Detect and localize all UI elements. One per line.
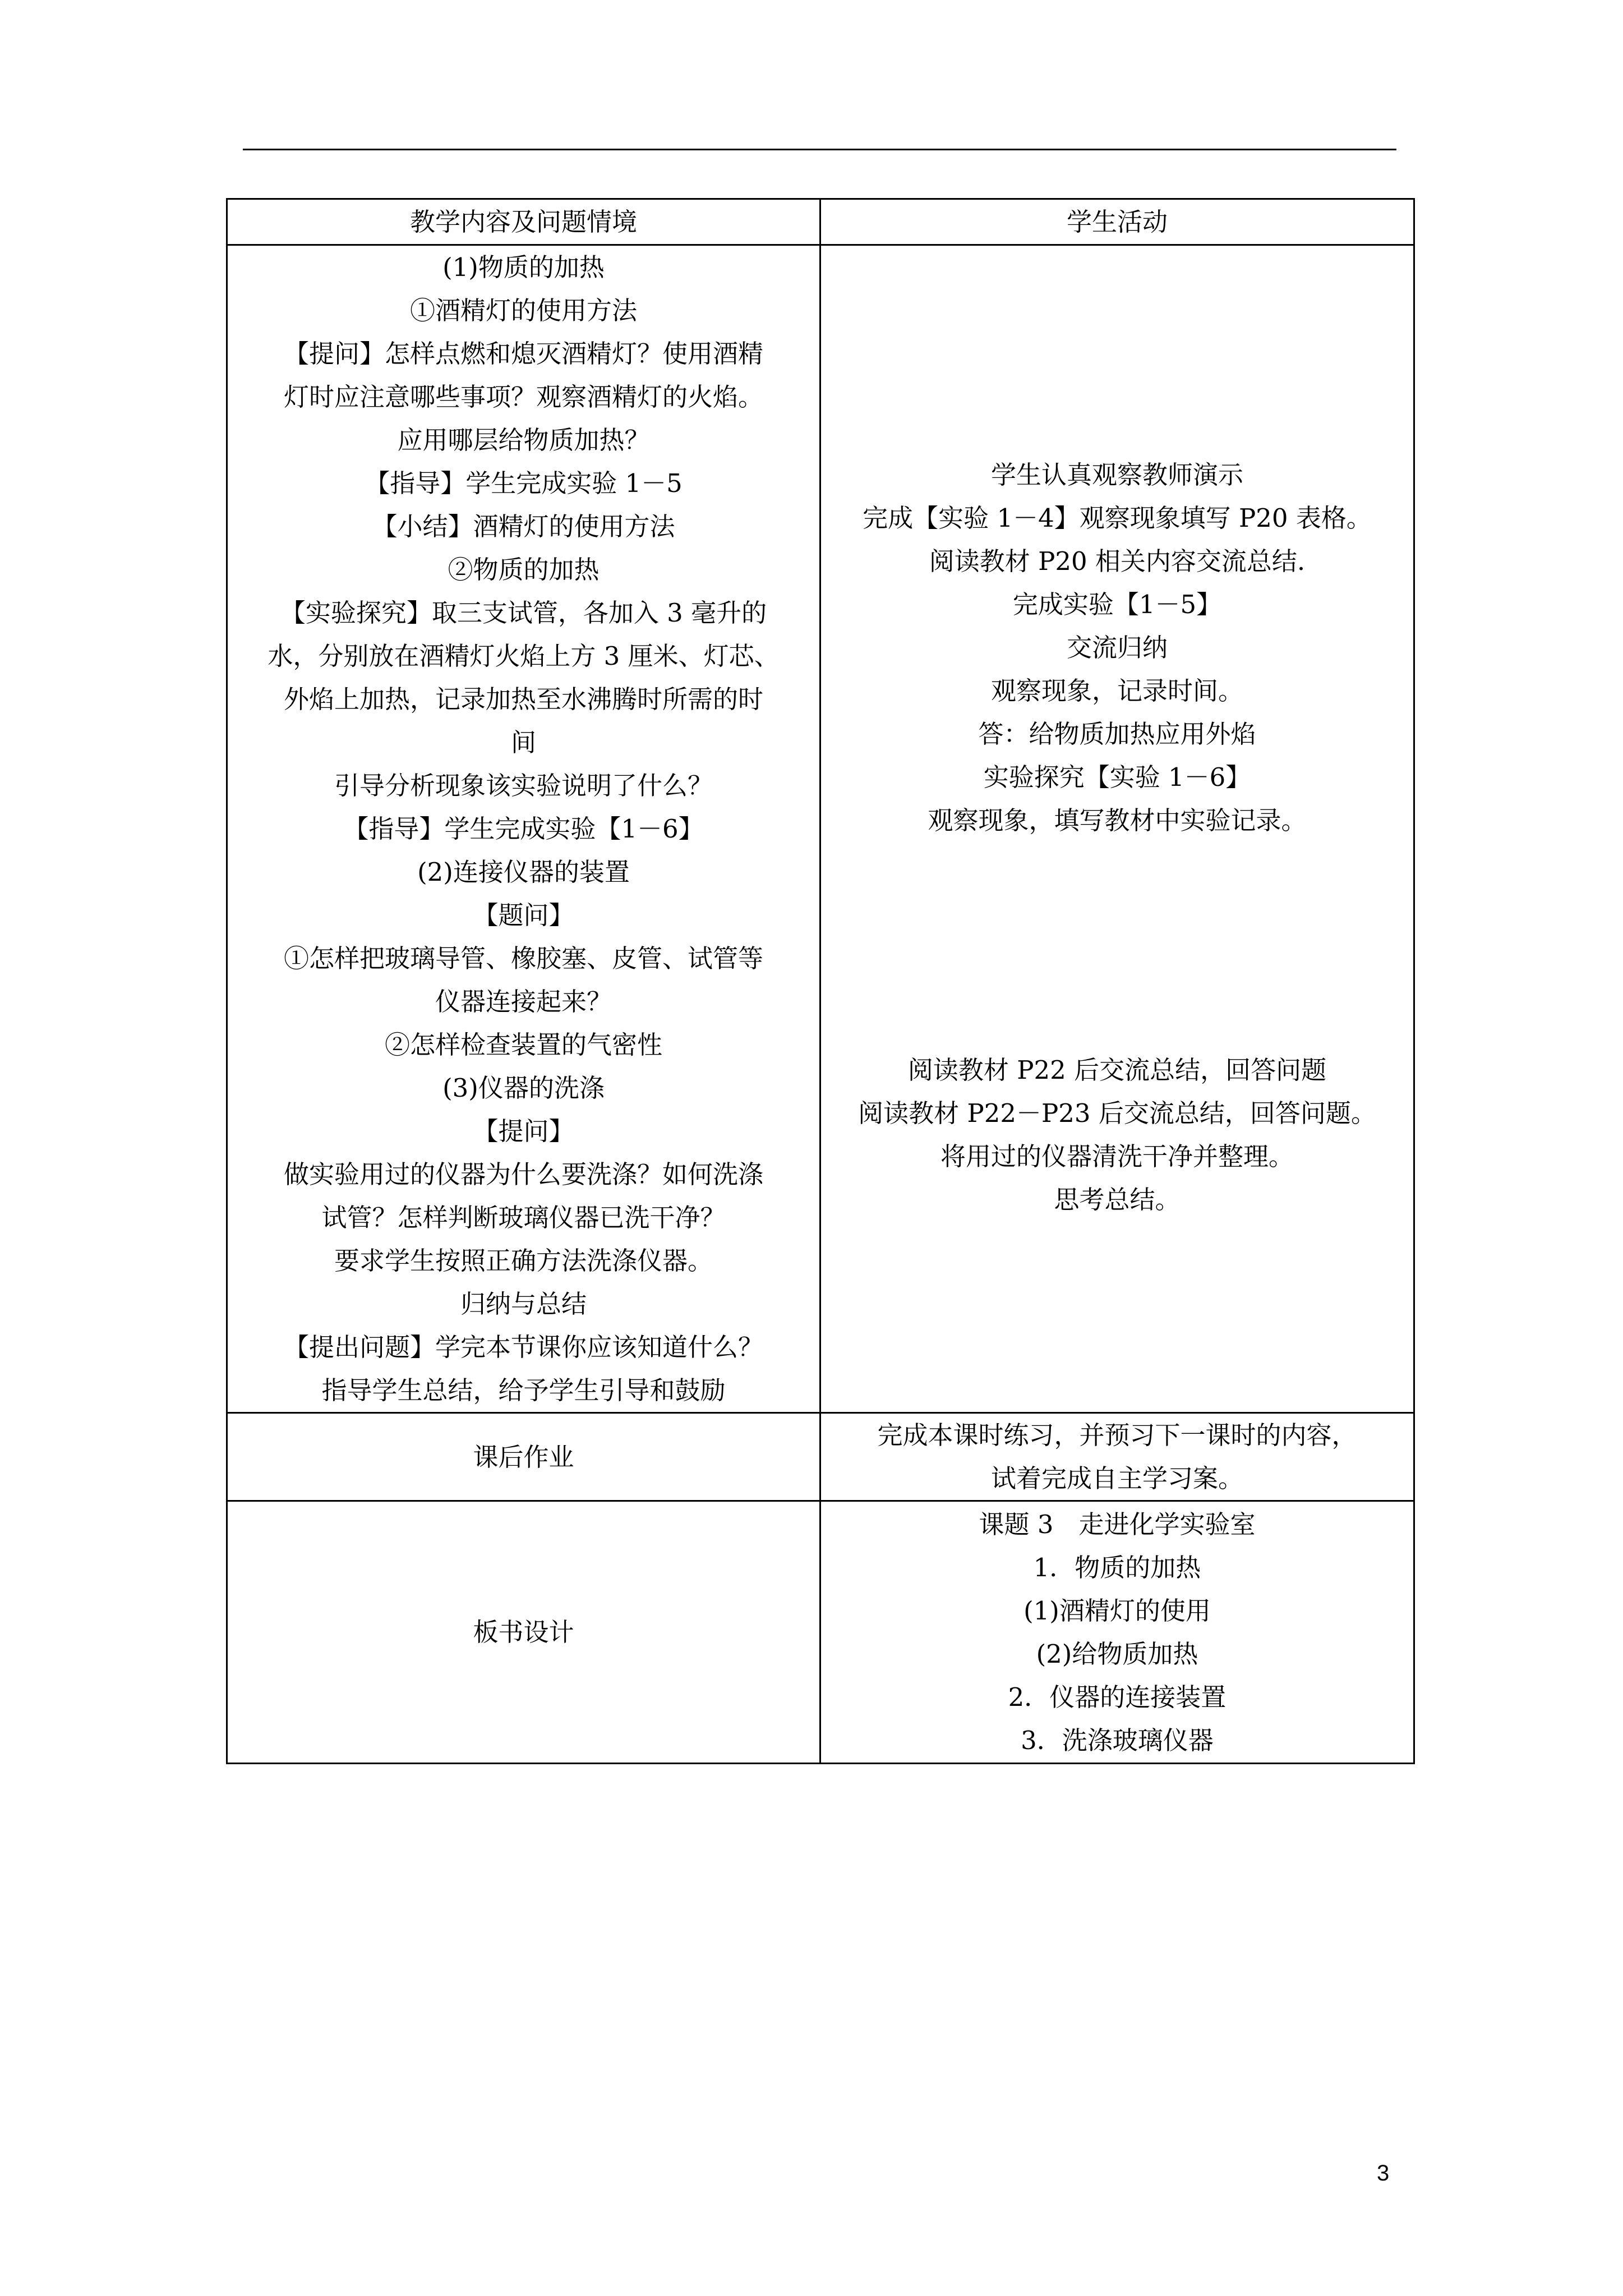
spacer (830, 842, 1404, 1048)
spacer (830, 246, 1404, 453)
teaching-line: 引导分析现象该实验说明了什么？ (334, 771, 713, 800)
homework-content (820, 1413, 1414, 1501)
board-line: 1．物质的加热 (1033, 1552, 1201, 1582)
teaching-line: 仪器连接起来？ (435, 987, 612, 1016)
table-body-row (227, 245, 1414, 1413)
homework-line: 完成本课时练习，并预习下一课时的内容， (877, 1420, 1357, 1450)
header-teaching-content: 教学内容及问题情境 (227, 199, 820, 245)
teaching-line: (2)连接仪器的装置 (417, 857, 630, 887)
teaching-line: 试管？怎样判断玻璃仪器已洗干净？ (321, 1203, 726, 1232)
homework-row (227, 1413, 1414, 1501)
lesson-plan-table (226, 198, 1415, 1764)
teaching-line: 做实验用过的仪器为什么要洗涤？如何洗涤 (283, 1159, 763, 1189)
activity-line: 交流归纳 (1066, 633, 1168, 662)
activity-line: 思考总结。 (1054, 1185, 1181, 1214)
teaching-line: 【小结】酒精灯的使用方法 (372, 512, 675, 541)
teaching-line: (3)仪器的洗涤 (442, 1073, 605, 1103)
teaching-line: 【指导】学生完成实验 1－5 (365, 468, 683, 498)
teaching-line: 【提问】 (473, 1116, 574, 1146)
activity-line: 学生认真观察教师演示 (990, 460, 1243, 490)
activity-line: 答：给物质加热应用外焰 (978, 719, 1256, 749)
activity-line: 完成实验【1－5】 (1012, 590, 1222, 619)
table-header-row (227, 199, 1414, 245)
student-activity-cell (820, 245, 1414, 1413)
teaching-line: 指导学生总结，给予学生引导和鼓励 (321, 1375, 726, 1405)
board-line: (2)给物质加热 (1036, 1639, 1198, 1669)
board-design-content (820, 1501, 1414, 1764)
activity-line: 阅读教材 P20 相关内容交流总结. (929, 546, 1306, 576)
teaching-line: 归纳与总结 (460, 1289, 587, 1319)
board-design-label: 板书设计 (227, 1501, 820, 1764)
teaching-line: ②物质的加热 (448, 555, 600, 585)
homework-label: 课后作业 (227, 1413, 820, 1501)
board-line: 2．仪器的连接装置 (1008, 1682, 1227, 1712)
teaching-line: 【题问】 (473, 900, 574, 930)
activity-line: 阅读教材 P22 后交流总结，回答问题 (907, 1055, 1327, 1085)
teaching-line: 要求学生按照正确方法洗涤仪器。 (334, 1246, 713, 1276)
activity-line: 阅读教材 P22－P23 后交流总结，回答问题。 (858, 1098, 1376, 1128)
activity-line: 完成【实验 1－4】观察现象填写 P20 表格。 (863, 503, 1372, 533)
activity-line: 观察现象，填写教材中实验记录。 (928, 806, 1307, 835)
header-rule (243, 149, 1396, 150)
teaching-line: 灯时应注意哪些事项？观察酒精灯的火焰。 (283, 382, 763, 412)
teaching-line: ①怎样把玻璃导管、橡胶塞、皮管、试管等 (283, 944, 763, 973)
activity-line: 将用过的仪器清洗干净并整理。 (940, 1142, 1294, 1171)
page-number: 3 (1377, 2161, 1390, 2185)
teaching-line: ①酒精灯的使用方法 (409, 296, 637, 325)
activity-group-washing (830, 1048, 1404, 1221)
teaching-line: 【提出问题】学完本节课你应该知道什么？ (283, 1332, 763, 1362)
board-line: 课题 3 走进化学实验室 (979, 1509, 1256, 1539)
teaching-line: ②怎样检查装置的气密性 (384, 1030, 662, 1060)
teaching-line: 应用哪层给物质加热？ (397, 425, 650, 455)
teaching-line: 水，分别放在酒精灯火焰上方 3 厘米、灯芯、 (268, 641, 780, 671)
homework-line: 试着完成自主学习案。 (990, 1464, 1243, 1493)
teaching-line: 外焰上加热，记录加热至水沸腾时所需的时 (283, 684, 763, 714)
activity-group-heating (830, 453, 1404, 842)
teaching-line: 间 (510, 728, 536, 757)
teaching-line: 【实验探究】取三支试管，各加入 3 毫升的 (280, 598, 767, 628)
activity-line: 实验探究【实验 1－6】 (983, 762, 1251, 792)
teaching-line: (1)物质的加热 (442, 252, 605, 282)
teaching-line: 【提问】怎样点燃和熄灭酒精灯？使用酒精 (283, 339, 763, 369)
activity-line: 观察现象，记录时间。 (990, 676, 1243, 706)
board-design-row (227, 1501, 1414, 1764)
teaching-line: 【指导】学生完成实验【1－6】 (343, 814, 704, 844)
board-line: (1)酒精灯的使用 (1023, 1595, 1211, 1626)
board-line: 3．洗涤玻璃仪器 (1021, 1725, 1214, 1755)
teaching-content-cell (227, 245, 820, 1413)
header-student-activity: 学生活动 (820, 199, 1414, 245)
